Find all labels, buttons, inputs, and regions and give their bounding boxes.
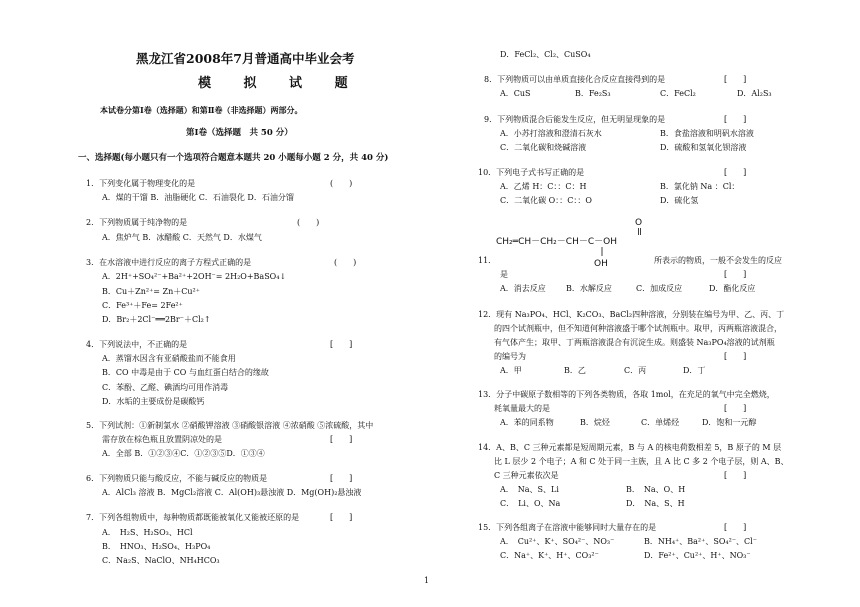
question-number: 11． (478, 256, 497, 265)
question-stem: 10．下列电子式书写正确的是 (478, 168, 585, 177)
question-stem: 7．下列各组物质中，每种物质都既能被氧化又能被还原的是 (86, 513, 300, 522)
section-heading: 一、选择题(每小题只有一个选项符合题意本题共 20 小题每小题 2 分，共 40 分) (78, 153, 389, 163)
question-stem: 5．下列试剂：①新制氯水 ②硝酸钾溶液 ③硝酸银溶液 ④浓硝酸 ⑤浓硫酸，其中 (86, 421, 374, 430)
question-stem-line2: 比 L 层少 2 个电子；A 和 C 处于同一主族，且 A 比 C 多 2 个电子层，则 A、B、 (494, 457, 789, 466)
answer-bracket: [ ] (724, 523, 747, 532)
question-stem-line2: 是 (500, 270, 508, 279)
option-c: C．单烯烃 (641, 418, 680, 427)
question-options: A．全部 B．①②③④C．①②③⑤D．①③④ (102, 449, 265, 458)
answer-bracket: [ ] (724, 75, 747, 84)
answer-bracket: ( ) (330, 179, 353, 188)
question-stem: 8．下列物质可以由单质直接化合反应直接得到的是 (484, 75, 666, 84)
answer-bracket: [ ] (724, 168, 747, 177)
formula-chain: CH₂═CH－CH₂－CH－C－OH (496, 237, 617, 247)
question-stem: 2．下列物质属于纯净物的是 (86, 218, 188, 227)
answer-bracket: [ ] (724, 471, 747, 480)
option-d: D．饱和一元醇 (702, 418, 757, 427)
option-a: A．CuS (500, 89, 531, 98)
option-d: D．丁 (683, 366, 706, 375)
option-c: C．二氧化碳 O：：C：：O (500, 196, 592, 205)
question-stem: 1．下列变化属于物理变化的是 (86, 179, 196, 188)
question-options: A．焦炉气 B．冰醋酸 C．天然气 D．水煤气 (102, 233, 262, 242)
option-c: C． Li、O、Na (500, 499, 561, 508)
option-a: A．甲 (500, 366, 522, 375)
option-b: B．NH₄⁺、Ba²⁺、SO₄²⁻、Cl⁻ (644, 537, 757, 546)
answer-bracket: ( ) (334, 258, 357, 267)
option-b: B．食盐溶液和明矾水溶液 (660, 129, 754, 138)
question-options: A．煤的干馏 B．油脂硬化 C．石油裂化 D．石油分馏 (102, 193, 294, 202)
option-a: A．乙烯 H：C：：C：H (500, 182, 587, 191)
option-d: D．Al₂S₃ (737, 89, 772, 98)
question-stem: 6．下列物质只能与酸反应，不能与碱反应的物质是 (86, 474, 268, 483)
option-a: A．2H⁺+SO₄²⁻+Ba²⁺+2OH⁻= 2H₂O+BaSO₄↓ (102, 272, 287, 281)
option-b: B． HNO₃、H₂SO₄、H₃PO₄ (102, 542, 211, 551)
option-a: A．苯的同系物 (500, 418, 554, 427)
question-stem: 4．下列说法中，不正确的是 (86, 340, 188, 349)
option-a: A． Cu²⁺、K⁺、SO₄²⁻、NO₃⁻ (500, 537, 615, 546)
option-a: A．小苏打溶液和澄清石灰水 (500, 129, 602, 138)
option-c: C．二氧化碳和烧碱溶液 (500, 143, 587, 152)
answer-bracket: [ ] (724, 352, 747, 361)
question-stem-line2: 耗氧量最大的是 (494, 404, 550, 413)
question-stem-line3: C 三种元素依次是 (494, 471, 559, 480)
option-a: A．蒸馏水因含有亚硝酸盐而不能食用 (102, 354, 236, 363)
option-a: A．消去反应 (500, 284, 546, 293)
answer-bracket: [ ] (724, 115, 747, 124)
exam-intro: 本试卷分第Ⅰ卷（选择题）和第Ⅱ卷（非选择题）两部分。 (100, 105, 303, 115)
question-stem-line2: 的四个试剂瓶中，但不知道何种溶液盛于哪个试剂瓶中。取甲，丙两瓶溶液混合， (494, 324, 782, 333)
option-d: D．酯化反应 (709, 284, 756, 293)
answer-bracket: [ ] (330, 340, 353, 349)
option-b: B．烷烃 (580, 418, 610, 427)
question-stem-line2: 需存放在棕色瓶且放置阴凉处的是 (102, 435, 222, 444)
option-c: C．Fe³⁺＋Fe= 2Fe²⁺ (102, 301, 183, 310)
option-b: B．Cu＋Zn²⁺= Zn＋Cu²⁺ (102, 287, 200, 296)
question-stem: 3．在水溶液中进行反应的离子方程式正确的是 (86, 258, 252, 267)
option-b: B．水解反应 (566, 284, 612, 293)
option-b: B．氯化钠 Na ：Cl： (660, 182, 740, 191)
question-stem-line4: 的编号为 (494, 352, 526, 361)
option-b: B．Fe₂S₃ (575, 89, 611, 98)
question-stem-line3: 有气体产生；取甲、丁两瓶溶液混合有沉淀生成。则盛装 Na₃PO₄溶液的试剂瓶 (494, 338, 775, 347)
option-a: A． H₂S、H₂SO₃、HCl (102, 528, 193, 537)
option-b: B．CO 中毒是由于 CO 与血红蛋白结合的缘故 (102, 368, 269, 377)
exam-title: 黑龙江省2008年7月普通高中毕业会考 (136, 51, 355, 66)
answer-bracket: [ ] (330, 435, 353, 444)
q7-option-d: D．FeCl₂、Cl₂、CuSO₄ (500, 50, 591, 59)
answer-bracket: [ ] (724, 270, 747, 279)
question-stem-line1: 12．现有 Na₃PO₄、HCl、K₂CO₃、BaCl₂四种溶液，分别装在编号为甲、乙、丙、丁 (478, 310, 785, 319)
option-c: C．Na⁺、K⁺、H⁺、CO₃²⁻ (500, 551, 599, 560)
option-b: B． Na、O、H (626, 485, 686, 494)
option-c: C．FeCl₂ (660, 89, 696, 98)
option-d: D．Fe²⁺、Cu²⁺、H⁺、NO₃⁻ (644, 551, 751, 560)
question-stem-line1: 13．分子中碳原子数相等的下列各类物质，各取 1mol，在充足的氧气中完全燃烧， (478, 390, 775, 399)
answer-bracket: [ ] (330, 474, 353, 483)
option-d: D．硫酸和氢氧化钡溶液 (660, 143, 747, 152)
option-b: B．乙 (564, 366, 586, 375)
question-stem: 9．下列物质混合后能发生反应，但无明显现象的是 (484, 115, 666, 124)
exam-subtitle: 模 拟 试 题 (198, 76, 362, 91)
answer-bracket: ( ) (297, 218, 320, 227)
option-a: A． Na、S、Li (500, 485, 559, 494)
question-stem-line1: 14．A、B、C 三种元素都是短周期元素，B 与 A 的核电荷数相差 5，B 原子的 M 层 (478, 443, 782, 452)
page-number: 1 (424, 576, 430, 585)
option-c: C．丙 (624, 366, 647, 375)
part-heading: 第Ⅰ卷（选择题 共 50 分） (186, 128, 293, 138)
option-d: D． Na、S、H (626, 499, 685, 508)
option-c: C．加成反应 (636, 284, 683, 293)
question-stem: 15．下列各组离子在溶液中能够同时大量存在的是 (478, 523, 657, 532)
answer-bracket: [ ] (330, 513, 353, 522)
formula-hydroxyl: OH (594, 259, 608, 269)
option-d: D．Br₂＋2Cl⁻══2Br⁻＋Cl₂↑ (102, 315, 211, 324)
question-stem: 所表示的物质，一般不会发生的反应 (654, 256, 782, 265)
answer-bracket: [ ] (724, 404, 747, 413)
formula-carbonyl-o: O (635, 218, 643, 228)
option-d: D．硫化氢 (660, 196, 699, 205)
option-c: C．苯酚、乙醛、碘酒均可用作消毒 (102, 383, 229, 392)
option-d: D．水垢的主要成份是碳酸钙 (102, 397, 205, 406)
question-options: A．AlCl₃ 溶液 B．MgCl₂溶液 C．Al(OH)₃悬浊液 D．Mg(OH)₂悬浊液 (102, 488, 362, 497)
option-c: C．Na₂S、NaClO、NH₄HCO₃ (102, 556, 220, 565)
